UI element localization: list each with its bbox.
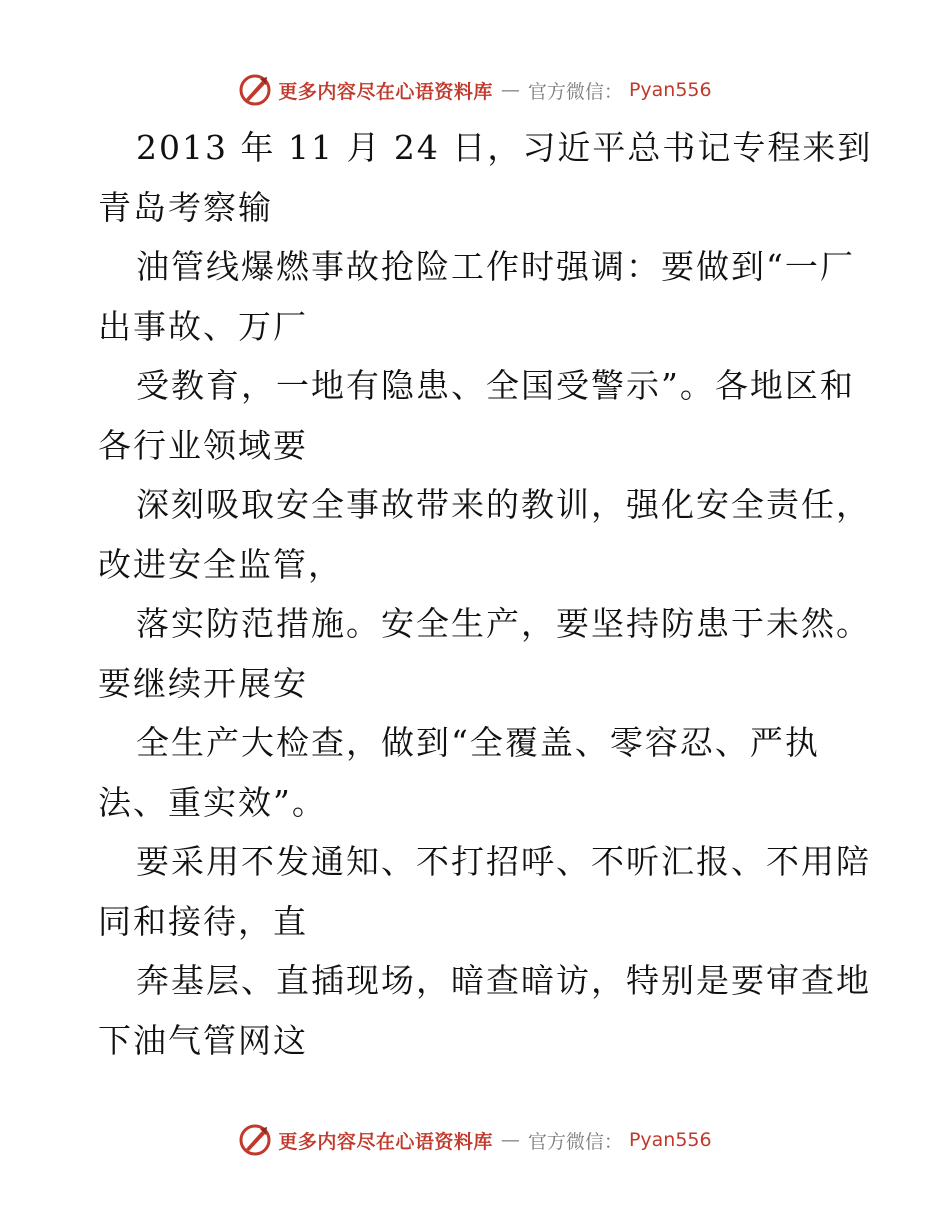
header-watermark [0, 70, 950, 110]
paragraph [98, 951, 871, 1070]
watermark-brand: 更多内容尽在心语资料库 [278, 1130, 493, 1153]
paragraph-line-second: 法、重实效”。 [98, 782, 327, 822]
quill-logo-icon [238, 1123, 272, 1157]
watermark-wechat-id: Pyan556 [628, 79, 712, 101]
watermark-brand: 更多内容尽在心语资料库 [278, 80, 493, 103]
paragraph [98, 475, 871, 594]
document-body [98, 118, 873, 1070]
watermark-dash: — [500, 1129, 520, 1151]
footer-watermark [0, 1120, 950, 1160]
paragraph-line-second: 下油气管网这 [98, 1020, 308, 1060]
paragraph [98, 237, 858, 356]
watermark-wechat-id: Pyan556 [628, 1129, 712, 1151]
quill-logo-icon [238, 73, 272, 107]
paragraph-line-first: 全生产大检查，做到“全覆盖、零容忍、严执 [136, 723, 820, 762]
paragraph-line-second: 改进安全监管， [98, 544, 343, 584]
paragraph-line-first: 落实防范措施。安全生产，要坚持防患于未然。 [136, 604, 871, 643]
paragraph-line-second: 出事故、万厂 [98, 306, 308, 346]
paragraph-line-first: 2013 年 11 月 24 日，习近平总书记专程来到 [136, 128, 873, 167]
paragraph [98, 594, 871, 713]
paragraph-line-second: 青岛考察输 [98, 187, 273, 227]
paragraph-line-second: 同和接待，直 [98, 901, 308, 941]
paragraph [98, 832, 871, 951]
paragraph-line-first: 奔基层、直插现场，暗查暗访，特别是要审查地 [136, 961, 871, 1000]
paragraph-line-first: 要采用不发通知、不打招呼、不听汇报、不用陪 [136, 842, 871, 881]
watermark-dash: — [500, 79, 520, 101]
watermark-label: 官方微信： [527, 1130, 623, 1153]
paragraph [98, 118, 873, 237]
paragraph-line-second: 各行业领域要 [98, 425, 308, 465]
paragraph-line-first: 受教育，一地有隐患、全国受警示”。各地区和 [136, 366, 855, 405]
paragraph [98, 713, 858, 832]
paragraph-line-first: 油管线爆燃事故抢险工作时强调：要做到“一厂 [136, 247, 855, 286]
paragraph [98, 356, 858, 475]
paragraph-line-second: 要继续开展安 [98, 663, 308, 703]
watermark-label: 官方微信： [527, 80, 623, 103]
paragraph-line-first: 深刻吸取安全事故带来的教训，强化安全责任， [136, 485, 871, 524]
